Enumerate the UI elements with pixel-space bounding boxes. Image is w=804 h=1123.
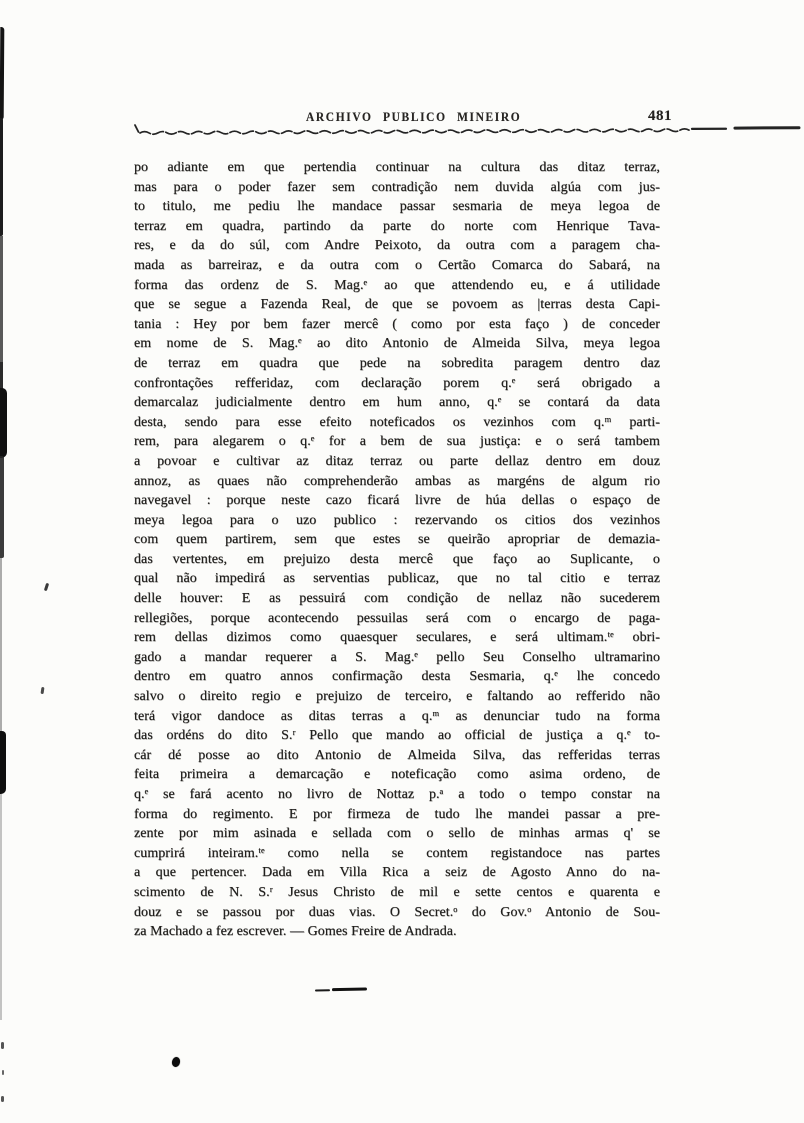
text-line: salvo o direito regio e prejuizo de terceiro, e faltando ao refferido não: [134, 689, 660, 705]
text-line: cár dé posse ao dito Antonio de Almeida Silva, das refferidas terras: [134, 747, 660, 763]
section-divider-rule: [315, 986, 367, 993]
page-number: 481: [648, 108, 672, 124]
text-line: terraz em quadra, partindo da parte do norte com Henrique Tava-: [134, 218, 660, 234]
journal-header-title: ARCHIVO PUBLICO MINEIRO: [306, 111, 522, 125]
text-line: gado a mandar requerer a S. Mag.ᵉ pello Seu Conselho ultramarino: [134, 649, 660, 665]
text-line: douz e se passou por duas vias. O Secret.ᵒ do Gov.ᵒ Antonio de Sou-: [134, 904, 660, 920]
text-line: desta, sendo para esse efeito noteficados os vezinhos com q.ᵐ parti-: [134, 414, 660, 430]
text-line: a povoar e cultivar az ditaz terraz ou parte dellaz dentro em douz: [134, 453, 660, 469]
scan-edge-blob: [0, 27, 4, 120]
text-line: rellegiões, porque acontecendo pessuilas será com o encargo de paga-: [134, 610, 660, 626]
scan-speck: [1, 1042, 4, 1049]
text-line: mas para o poder fazer sem contradição nem duvida algúa com jus-: [134, 179, 660, 195]
scan-edge-artifact: [0, 0, 20, 1123]
text-line: delle houver: E as pessuirá com condição de nellaz não sucederem: [134, 591, 660, 607]
scan-edge-blob: [0, 456, 4, 558]
text-line: feita primeira a demarcação e noteficação como asima ordeno, de: [134, 767, 660, 783]
scan-edge-line: [0, 794, 2, 1020]
header-rule: [132, 123, 804, 141]
text-line: rem dellas dizimos como quaesquer seculares, e será ultimam.ᵗᵉ obri-: [134, 630, 660, 646]
text-line: tania : Hey por bem fazer mercê ( como por esta faço ) de conceder: [134, 316, 660, 332]
scan-edge-blob: [0, 236, 3, 362]
header-rule-wavy-line: [140, 129, 689, 134]
text-line: dentro em quatro annos confirmação desta Sesmaria, q.ᵉ lhe concedo: [134, 669, 660, 685]
text-line: meya legoa para o uzo publico : rezervando os citios dos vezinhos: [134, 512, 660, 528]
scan-speck: [2, 1070, 4, 1075]
text-line: terá vigor dandoce as ditas terras a q.ᵐ as denunciar tudo na forma: [134, 708, 660, 724]
text-line: q.ᵉ se fará acento no livro de Nottaz p.ᵃ a todo o tempo constar na: [134, 787, 660, 802]
text-line: po adiante em que pertendia continuar na cultura das ditaz terraz,: [134, 160, 660, 175]
margin-speck: [41, 687, 44, 694]
text-line: das vertentes, em prejuizo desta mercê que faço ao Suplicante, o: [134, 551, 660, 567]
text-line: za Machado a fez escrever. — Gomes Freire de Andrada.: [134, 924, 457, 940]
scan-edge-blob: [0, 118, 3, 236]
text-line: demarcalaz judicialmente dentro em hum anno, q.ᵉ se contará da data: [134, 395, 660, 411]
text-line: de terraz em quadra que pede na sobredita paragem dentro daz: [134, 355, 660, 371]
text-line: navegavel : porque neste cazo ficará livre de húa dellas o espaço de: [134, 493, 660, 509]
text-line: cumprirá inteiram.ᵗᵉ como nella se contem registandoce nas partes: [134, 845, 660, 861]
body-text: [134, 158, 660, 942]
text-line: com quem partirem, sem que estes se queirão apropriar de demazia-: [134, 532, 660, 548]
ink-dot-artifact: [171, 1056, 181, 1068]
margin-speck: [44, 583, 49, 592]
scan-speck: [1, 1096, 4, 1102]
text-line: rem, para alegarem o q.ᵉ for a bem de sua justiça: e o será tambem: [134, 434, 660, 450]
divider-segment: [315, 989, 330, 991]
text-line: zente por mim asinada e sellada com o sello de minhas armas q' se: [134, 826, 660, 842]
text-line: das ordéns do dito S.ʳ Pello que mando ao official de justiça a q.ᵉ to-: [134, 728, 660, 744]
text-line: res, e da do súl, com Andre Peixoto, da outra com a paragem cha-: [134, 238, 660, 254]
text-line: em nome de S. Mag.ᵉ ao dito Antonio de Almeida Silva, meya legoa: [134, 336, 660, 352]
header-rule-tick: [135, 125, 139, 132]
text-line: qual não impedirá as serventias publicaz, que no tal citio e terraz: [134, 571, 660, 587]
text-line: annoz, as quaes não comprehenderão ambas as margéns de algum rio: [134, 473, 660, 489]
text-line: mada as barreiraz, e da outra com o Certão Comarca do Sabará, na: [134, 257, 660, 273]
divider-segment: [332, 987, 367, 991]
text-line: forma do regimento. E por firmeza de tudo lhe mandei passar a pre-: [134, 806, 660, 822]
text-line: a que pertencer. Dada em Villa Rica a seiz de Agosto Anno do na-: [134, 865, 660, 881]
text-line: scimento de N. S.ʳ Jesus Christo de mil e sette centos e quarenta e: [134, 884, 660, 900]
scan-edge-line: [0, 558, 2, 733]
text-line: to titulo, me pediu lhe mandace passar sesmaria de meya legoa de: [134, 199, 660, 215]
scan-edge-blob: [0, 362, 3, 390]
text-line: confrontações refferidaz, com declaração porem q.ᵉ será obrigado a: [134, 375, 660, 391]
text-line: forma das ordenz de S. Mag.ᵉ ao que attendendo eu, e á utilidade: [134, 277, 660, 293]
text-line: que se segue a Fazenda Real, de que se povoem as |terras desta Capi-: [134, 297, 660, 313]
scan-edge-blob: [0, 388, 7, 458]
scan-edge-blob: [0, 731, 6, 794]
